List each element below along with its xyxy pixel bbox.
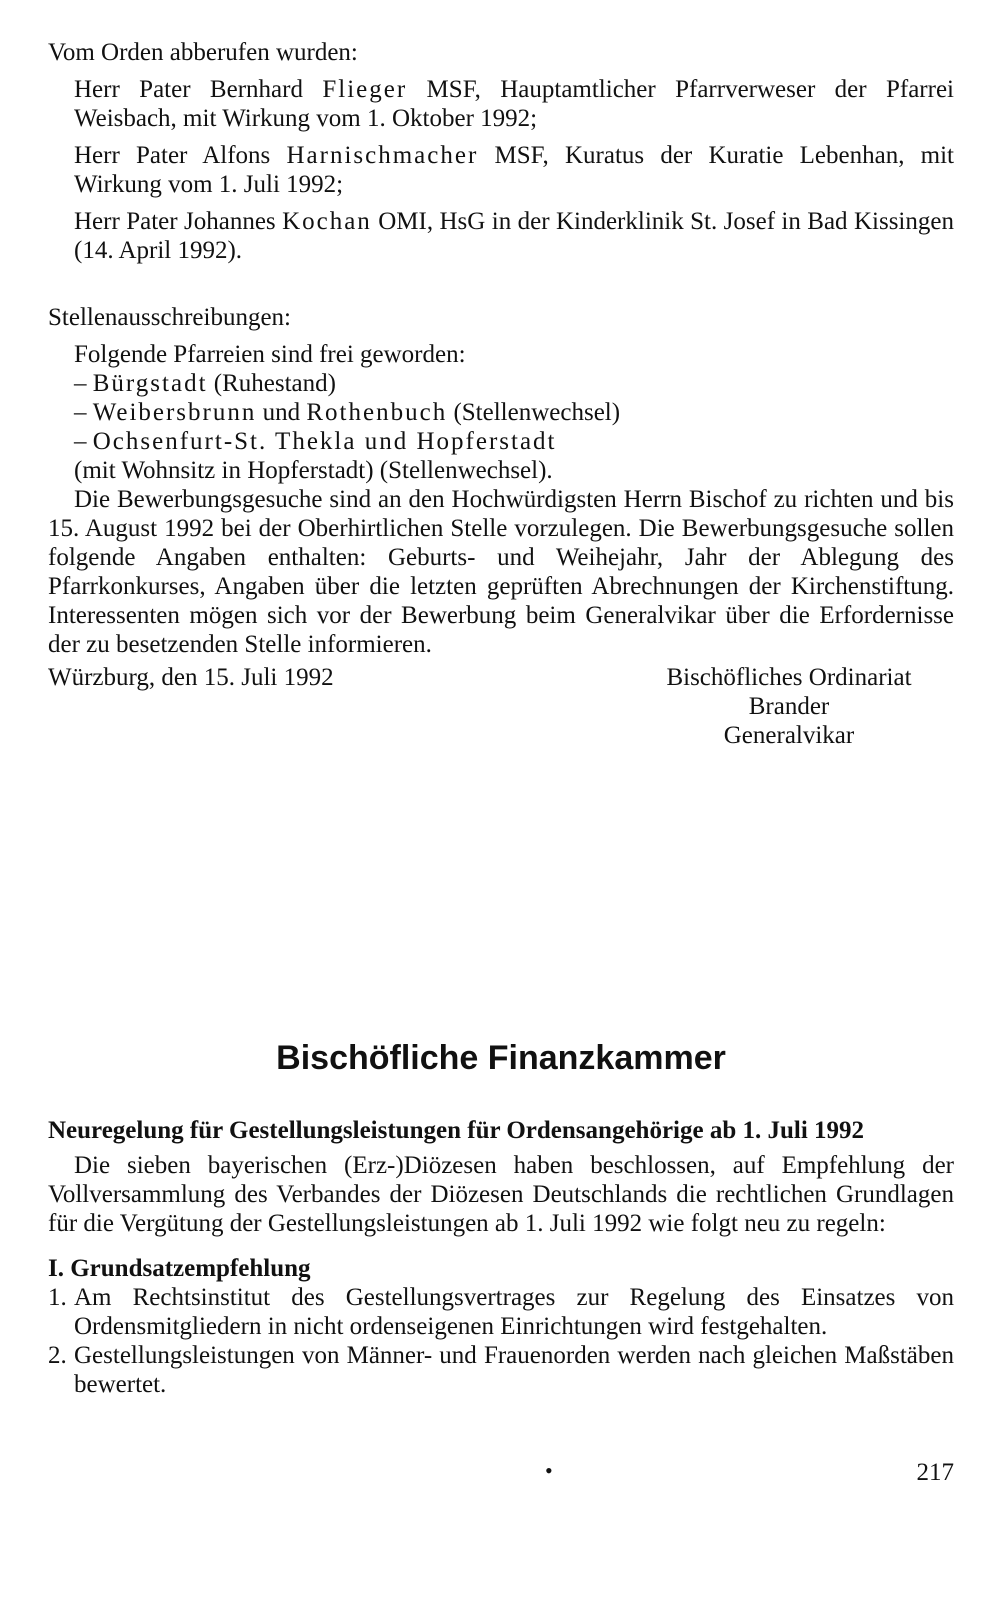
person-name: Kochan [282, 208, 372, 235]
vacancy-item: – Weibersbrunn und Rothenbuch (Stellenwechsel) [74, 399, 621, 426]
part-heading: I. Grundsatzempfehlung [48, 1255, 311, 1282]
recalled-list [48, 75, 954, 265]
finance-intro: Die sieben bayerischen (Erz-)Diözesen haben beschlossen, auf Empfehlung der Vollversammlung des Verbandes der Diözesen Deutschlands die rechtlichen Grundlagen für die Vergütung der Gestellungsleistungen ab 1. Juli 1992 wie folgt neu zu regeln: [48, 1152, 954, 1237]
section-title: Bischöfliche Finanzkammer [276, 1039, 726, 1077]
numbered-point: 2. Gestellungsleistungen von Männer- und Frauenorden werden nach gleichen Maßstäben bewertet. [48, 1342, 954, 1398]
person-name: Harnischmacher [286, 142, 479, 169]
signature-office: Bischöfliches Ordinariat [666, 664, 912, 691]
recalled-entry: Herr Pater Bernhard Flieger MSF, Hauptamtlicher Pfarrverweser der Pfarrei Weisbach, mit Wirkung vom 1. Oktober 1992; [74, 76, 955, 132]
document-page [48, 38, 955, 1486]
vacancies-heading: Stellenausschreibungen: [48, 304, 291, 331]
vacancies-paragraph: Die Bewerbungsgesuche sind an den Hochwürdigsten Herrn Bischof zu richten und bis 15. August 1992 bei der Oberhirtlichen Stelle vorzulegen. Die Bewerbungsgesuche sollen folgende Angaben enthalten: Geburts- und Weihejahr, Jahr der Ablegung des Pfarrkonkurses, Angaben über die letzten geprüften Abrechnungen der Kirchenstiftung. Interessenten mögen sich vor der Bewerbung beim Generalvikar über die Erfordernisse der zu besetzenden Stelle informieren. [48, 486, 954, 658]
page-number: 217 [916, 1459, 954, 1486]
finance-subtitle: Neuregelung für Gestellungsleistungen für Ordensangehörige ab 1. Juli 1992 [48, 1117, 865, 1144]
person-name: Flieger [322, 76, 408, 103]
signature-block [48, 663, 954, 750]
vacancy-item: – Bürgstadt (Ruhestand) [74, 370, 336, 397]
recalled-heading: Vom Orden abberufen wurden: [48, 39, 358, 66]
signature-title: Generalvikar [723, 722, 855, 749]
signature-name: Brander [748, 693, 830, 720]
vacancies-block [74, 340, 954, 485]
finance-section [48, 1116, 954, 1399]
footer-mark: • [545, 1458, 553, 1483]
vacancy-item: – Ochsenfurt-St. Thekla und Hopferstadt [74, 428, 557, 455]
recalled-entry: Herr Pater Johannes Kochan OMI, HsG in der Kinderklinik St. Josef in Bad Kissingen (14. April 1992). [74, 208, 954, 264]
numbered-point: 1. Am Rechtsinstitut des Gestellungsvertrages zur Regelung des Einsatzes von Ordensmitgliedern in nicht ordenseigenen Einrichtungen wird festgehalten. [48, 1284, 954, 1340]
vacancies-intro: Folgende Pfarreien sind frei geworden: [74, 341, 466, 368]
vacancy-note: (mit Wohnsitz in Hopferstadt) (Stellenwechsel). [74, 457, 553, 484]
recalled-entry: Herr Pater Alfons Harnischmacher MSF, Kuratus der Kuratie Lebenhan, mit Wirkung vom 1. Juli 1992; [74, 142, 954, 198]
place-date: Würzburg, den 15. Juli 1992 [48, 664, 334, 691]
